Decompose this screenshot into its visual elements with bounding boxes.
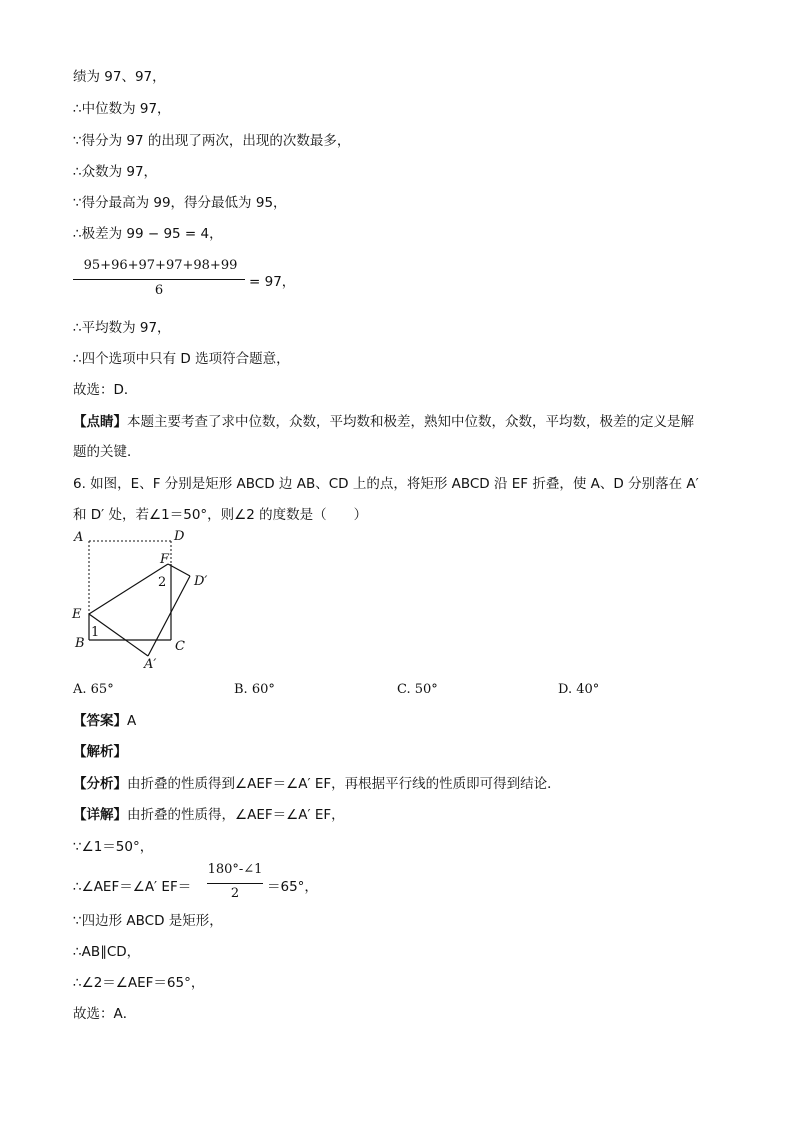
fraction-bar bbox=[207, 883, 263, 884]
fraction-bar bbox=[73, 279, 245, 280]
comment-tag: 【点睛】 bbox=[73, 414, 127, 430]
comment-line bbox=[73, 413, 694, 431]
text-line: 故选：D． bbox=[73, 382, 138, 398]
text-line: ∴四个选项中只有 D 选项符合题意， bbox=[73, 351, 290, 367]
folding-figure bbox=[70, 530, 230, 670]
text-line: ∵得分最高为 99，得分最低为 95， bbox=[73, 195, 287, 211]
fenxi-tag: 【分析】 bbox=[73, 776, 127, 792]
label-a: A bbox=[74, 530, 84, 545]
label-c: C bbox=[175, 639, 185, 654]
fraction-numerator: 95+96+97+97+98+99 bbox=[83, 258, 238, 273]
label-angle-2: 2 bbox=[158, 575, 167, 590]
question-line: 和 D′ 处，若∠1＝50°，则∠2 的度数是（ ） bbox=[73, 507, 368, 523]
label-d: D bbox=[174, 530, 185, 544]
fenxi-text: 由折叠的性质得到∠AEF＝∠A′ EF，再根据平行线的性质即可得到结论． bbox=[127, 776, 561, 792]
xiangjie-text: 由折叠的性质得，∠AEF＝∠A′ EF， bbox=[127, 807, 345, 823]
text-line: ∴平均数为 97， bbox=[73, 320, 171, 336]
label-a-prime: A′ bbox=[144, 657, 157, 670]
text-line: ∵得分为 97 的出现了两次，出现的次数最多， bbox=[73, 133, 351, 149]
step-line: 故选：A． bbox=[73, 1006, 137, 1022]
text-line: ∴中位数为 97， bbox=[73, 101, 171, 117]
step-line: ∴AB∥CD， bbox=[73, 944, 141, 960]
comment-text: 本题主要考查了求中位数，众数，平均数和极差，熟知中位数，众数，平均数，极差的定义是解 bbox=[127, 414, 694, 430]
step-right: ＝65°， bbox=[267, 879, 318, 895]
label-b: B bbox=[75, 636, 85, 651]
label-d-prime: D′ bbox=[194, 574, 208, 589]
option-b: B. 60° bbox=[234, 682, 275, 697]
option-c: C. 50° bbox=[397, 682, 438, 697]
label-e: E bbox=[72, 607, 82, 622]
fraction-denominator: 2 bbox=[230, 886, 240, 901]
fraction-numerator: 180°-∠1 bbox=[207, 862, 263, 877]
answer-value: A bbox=[127, 713, 137, 729]
text-line: ∴众数为 97， bbox=[73, 164, 158, 180]
xiangjie-line bbox=[73, 806, 345, 824]
step-left: ∴∠AEF＝∠A′ EF＝ bbox=[73, 879, 192, 895]
xiangjie-tag: 【详解】 bbox=[73, 807, 127, 823]
text-line: 绩为 97、97， bbox=[73, 69, 166, 85]
label-f: F bbox=[160, 552, 170, 567]
analysis-tag-text: 【解析】 bbox=[73, 744, 127, 760]
label-angle-1: 1 bbox=[91, 625, 100, 640]
answer-tag: 【答案】 bbox=[73, 713, 127, 729]
answer-line bbox=[73, 712, 136, 730]
fraction-result: = 97， bbox=[249, 274, 296, 290]
edge-ef bbox=[89, 564, 168, 614]
comment-line-2: 题的关键． bbox=[73, 444, 141, 460]
text-line: ∴极差为 99 − 95 = 4， bbox=[73, 226, 223, 242]
fraction-denominator: 6 bbox=[154, 283, 164, 298]
step-line: ∵四边形 ABCD 是矩形， bbox=[73, 913, 223, 929]
analysis-tag bbox=[73, 743, 127, 761]
question-line: 6. 如图，E、F 分别是矩形 ABCD 边 AB、CD 上的点，将矩形 ABCD 沿 EF 折叠，使 A、D 分别落在 A′ bbox=[73, 476, 699, 492]
step-line: ∵∠1＝50°， bbox=[73, 839, 154, 855]
step-line: ∴∠2＝∠AEF＝65°， bbox=[73, 975, 205, 991]
option-d: D. 40° bbox=[558, 682, 600, 697]
fenxi-line bbox=[73, 775, 561, 793]
option-a: A. 65° bbox=[73, 682, 114, 697]
